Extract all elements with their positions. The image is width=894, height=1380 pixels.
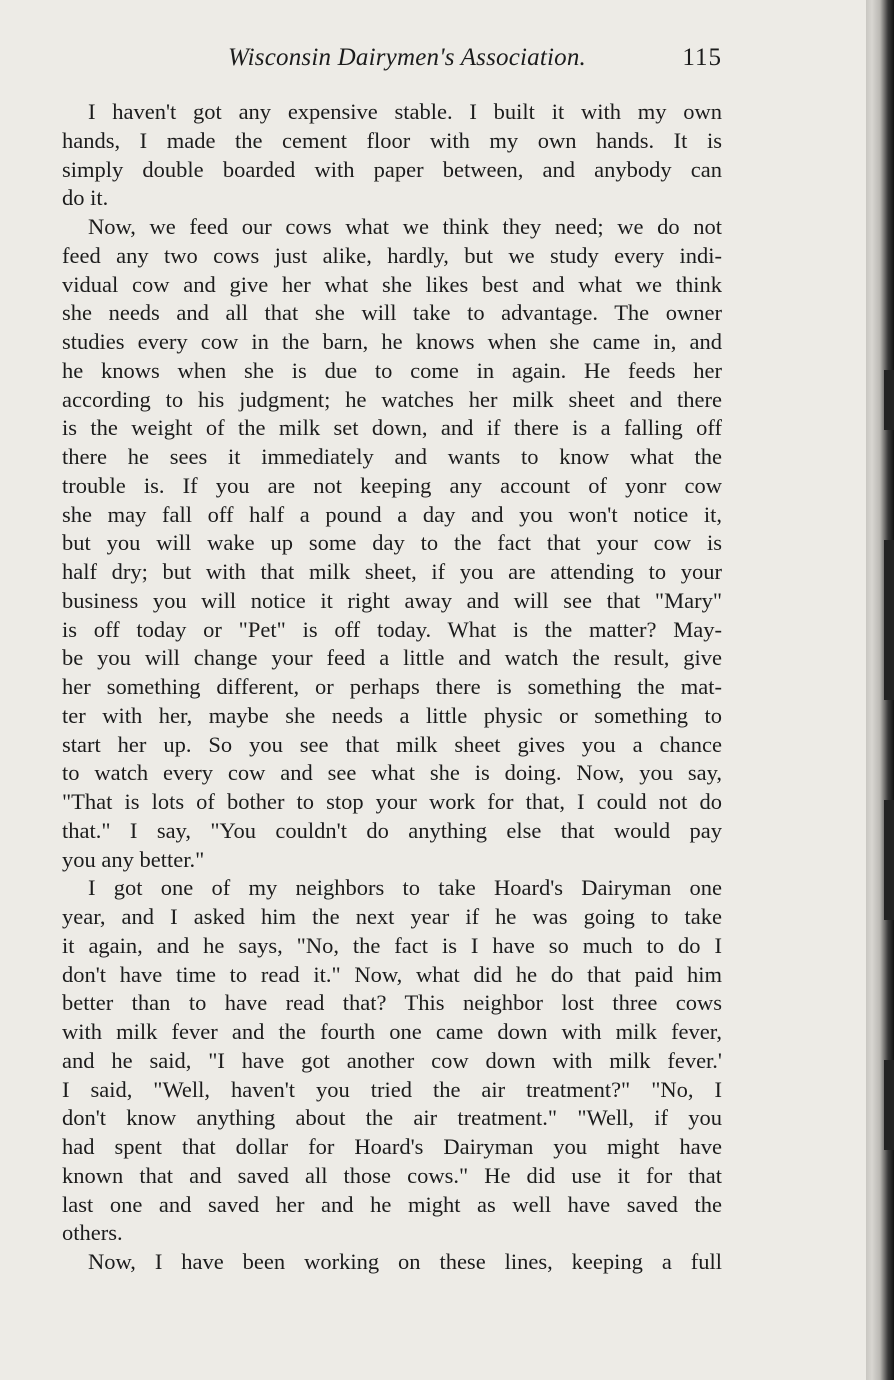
text-line: and he said, "I have got another cow down with milk fever.' — [62, 1047, 722, 1073]
text-line: she needs and all that she will take to advantage. The owner — [62, 300, 722, 326]
edge-mark — [884, 370, 894, 430]
text-line: better than to have read that? This neighbor lost three cows — [62, 990, 722, 1016]
text-line: he knows when she is due to come in again. He feeds her — [62, 357, 722, 383]
body-text — [62, 98, 722, 1277]
text-line: hands, I made the cement floor with my own hands. It is — [62, 127, 722, 153]
edge-mark — [884, 1060, 894, 1150]
text-line: it again, and he says, "No, the fact is I have so much to do I — [62, 932, 722, 958]
text-line: be you will change your feed a little and watch the result, give — [62, 645, 722, 671]
text-line: is off today or "Pet" is off today. What is the matter? May- — [62, 616, 722, 642]
text-line: business you will notice it right away and will see that "Mary" — [62, 587, 722, 613]
text-line: do it. — [62, 185, 109, 211]
text-line: with milk fever and the fourth one came down with milk fever, — [62, 1019, 722, 1044]
text-line: is the weight of the milk set down, and if there is a falling off — [62, 415, 722, 441]
text-line: Now, we feed our cows what we think they need; we do not — [88, 214, 722, 239]
text-line: there he sees it immediately and wants to know what the — [62, 444, 722, 469]
text-line: don't know anything about the air treatment." "Well, if you — [62, 1105, 722, 1131]
text-line: Now, I have been working on these lines, keeping a full — [88, 1249, 722, 1274]
text-line: vidual cow and give her what she likes best and what we think — [62, 271, 722, 297]
text-line: others. — [62, 1220, 123, 1246]
running-head: Wisconsin Dairymen's Association. — [228, 44, 587, 71]
text-line: last one and saved her and he might as well have saved the — [62, 1191, 722, 1217]
text-line: half dry; but with that milk sheet, if you are attending to your — [62, 559, 722, 584]
text-line: her something different, or perhaps there is something the mat- — [62, 674, 722, 699]
text-line: you any better." — [62, 846, 205, 872]
page-number: 115 — [682, 44, 722, 71]
text-line: to watch every cow and see what she is doing. Now, you say, — [62, 760, 722, 786]
text-line: ter with her, maybe she needs a little physic or something to — [62, 702, 722, 728]
text-line: don't have time to read it." Now, what did he do that paid him — [62, 961, 722, 987]
text-line: she may fall off half a pound a day and you won't notice it, — [62, 501, 722, 527]
text-line: I haven't got any expensive stable. I built it with my own — [88, 99, 722, 124]
page-header — [90, 44, 722, 80]
text-line: I got one of my neighbors to take Hoard's Dairyman one — [88, 875, 722, 901]
edge-mark — [884, 800, 894, 920]
text-line: simply double boarded with paper between, and anybody can — [62, 156, 722, 182]
text-line: trouble is. If you are not keeping any account of yonr cow — [62, 472, 722, 498]
text-line: year, and I asked him the next year if he was going to take — [62, 904, 722, 929]
text-line: start her up. So you see that milk sheet gives you a chance — [62, 731, 722, 757]
page-edge-shadow — [866, 0, 894, 1380]
text-line: I said, "Well, haven't you tried the air treatment?" "No, I — [62, 1076, 722, 1102]
text-line: had spent that dollar for Hoard's Dairyman you might have — [62, 1134, 722, 1159]
edge-mark — [884, 540, 894, 700]
text-line: studies every cow in the barn, he knows when she came in, and — [62, 329, 722, 354]
text-line: known that and saved all those cows." He did use it for that — [62, 1162, 722, 1188]
text-line: according to his judgment; he watches her milk sheet and there — [62, 386, 722, 412]
text-line: but you will wake up some day to the fact that your cow is — [62, 530, 722, 556]
text-line: that." I say, "You couldn't do anything else that would pay — [62, 817, 722, 843]
text-line: "That is lots of bother to stop your work for that, I could not do — [62, 789, 722, 814]
text-line: feed any two cows just alike, hardly, but we study every indi- — [62, 242, 722, 268]
